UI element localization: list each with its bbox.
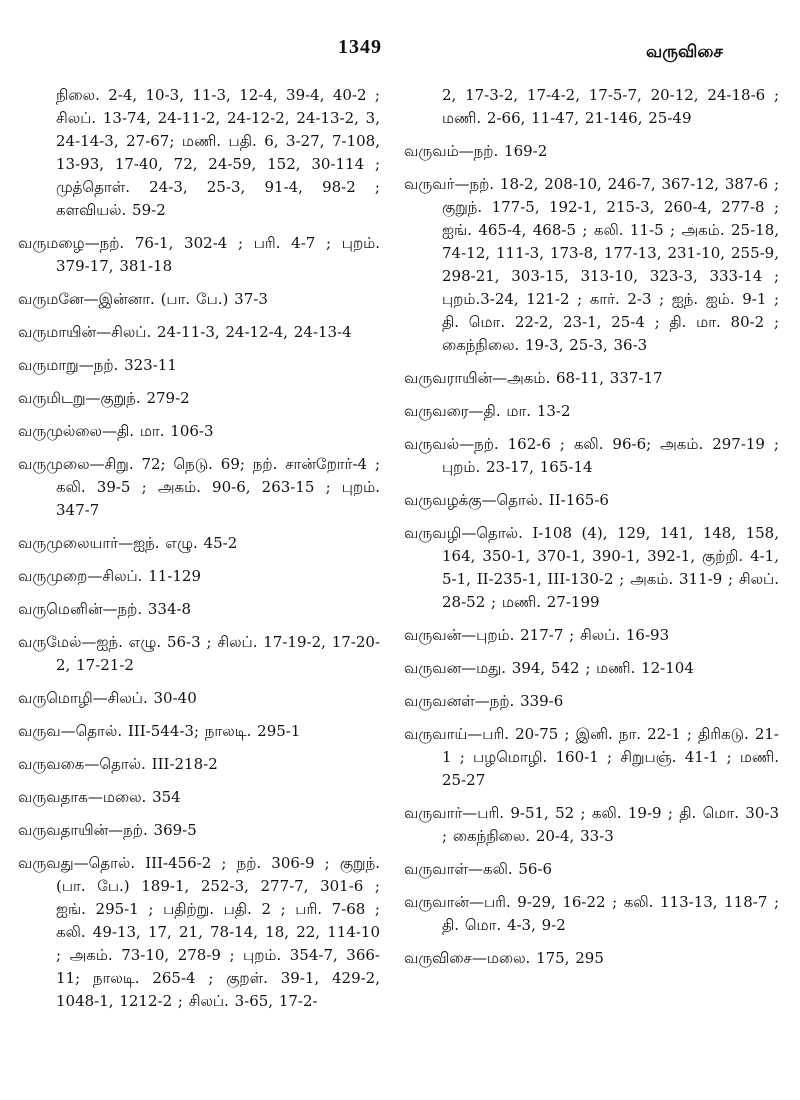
running-head: வருவிசை: [646, 42, 723, 62]
index-entry: வருவகை—தொல். III-218-2: [18, 755, 218, 773]
index-entry: வருவதாயின்—நற். 369-5: [18, 821, 197, 839]
index-entry: வருவது—தொல். III-456-2 ; நற். 306-9 ; குறுந். (பா. பே.) 189-1, 252-3, 277-7, 301-6 ; ஐங். 295-1 ; பதிற்று. பதி. 2 ; பரி. 7-68 ; கலி. 49-13, 17, 21, 78-14, 18, 22, 114-10 ; அகம். 73-10, 278-9 ; புறம். 354-7, 366-11; நாலடி. 265-4 ; குறள். 39-1, 429-2, 1048-1, 1212-2 ; சிலப். 3-65, 17-2-: [18, 854, 380, 1010]
index-entry: வருவாய்—பரி. 20-75 ; இனி. நா. 22-1 ; திரிகடு. 21-1 ; பழமொழி. 160-1 ; சிறுபஞ். 41-1 ; மணி. 25-27: [404, 725, 779, 789]
index-entry: வருமுறை—சிலப். 11-129: [18, 567, 201, 585]
index-entry: வருமிடறு—குறுந். 279-2: [18, 389, 190, 407]
index-entry: வருவன—மது. 394, 542 ; மணி. 12-104: [404, 659, 694, 677]
index-entry: வருவாள்—கலி. 56-6: [404, 860, 553, 878]
index-entry: வருவராயின்—அகம். 68-11, 337-17: [404, 369, 663, 387]
index-entry: வருவதாக—மலை. 354: [18, 788, 181, 806]
index-entry: வருமாறு—நற். 323-11: [18, 356, 177, 374]
index-entry: வருவ—தொல். III-544-3; நாலடி. 295-1: [18, 722, 301, 740]
index-entry: வருவான்—பரி. 9-29, 16-22 ; கலி. 113-13, 118-7 ; தி. மொ. 4-3, 9-2: [404, 893, 779, 934]
index-entry: வருவன்—புறம். 217-7 ; சிலப். 16-93: [404, 626, 670, 644]
index-entry: வருமழை—நற். 76-1, 302-4 ; பரி. 4-7 ; புறம். 379-17, 381-18: [18, 234, 380, 275]
index-entry: வருமாயின்—சிலப். 24-11-3, 24-12-4, 24-13-4: [18, 323, 352, 341]
index-entry: வருமேல்—ஐந். எழு. 56-3 ; சிலப். 17-19-2, 17-20-2, 17-21-2: [18, 633, 380, 674]
index-entry: வருமுல்லை—தி. மா. 106-3: [18, 422, 214, 440]
index-entry: வருவழக்கு—தொல். II-165-6: [404, 491, 609, 509]
index-entry: வருமனே—இன்னா. (பா. பே.) 37-3: [18, 290, 268, 308]
index-entry: வருவிசை—மலை. 175, 295: [404, 949, 604, 967]
index-entry: வருவழி—தொல். I-108 (4), 129, 141, 148, 158, 164, 350-1, 370-1, 390-1, 392-1, குற்றி. 4-1, 5-1, II-235-1, III-130-2 ; அகம். 311-9 ; சிலப். 28-52 ; மணி. 27-199: [404, 524, 779, 611]
index-entry: வருமெனின்—நற். 334-8: [18, 600, 192, 618]
index-entry: வருமுலையார்—ஐந். எழு. 45-2: [18, 534, 238, 552]
index-entry: வருவர்—நற். 18-2, 208-10, 246-7, 367-12, 387-6 ; குறுந். 177-5, 192-1, 215-3, 260-4, 277-8 ; ஐங். 465-4, 468-5 ; கலி. 11-5 ; அகம். 25-18, 74-12, 111-3, 173-8, 177-13, 231-10, 255-9, 298-21, 303-15, 313-10, 323-3, 333-14 ; புறம்.3-24, 121-2 ; கார். 2-3 ; ஐந். ஐம். 9-1 ; தி. மொ. 22-2, 23-1, 25-4 ; தி. மா. 80-2 ; கைந்நிலை. 19-3, 25-3, 36-3: [404, 175, 779, 354]
index-entry: வருவம்—நற். 169-2: [404, 142, 548, 160]
page-number: 1349: [338, 36, 382, 58]
index-entry: வருமொழி—சிலப். 30-40: [18, 689, 197, 707]
index-entry: வருவார்—பரி. 9-51, 52 ; கலி. 19-9 ; தி. மொ. 30-3 ; கைந்நிலை. 20-4, 33-3: [404, 804, 779, 845]
index-entry: வருவல்—நற். 162-6 ; கலி. 96-6; அகம். 297-19 ; புறம். 23-17, 165-14: [404, 435, 779, 476]
index-entry: வருமுலை—சிறு. 72; நெடு. 69; நற். சான்றோர்-4 ; கலி. 39-5 ; அகம். 90-6, 263-15 ; புறம். 347-7: [18, 455, 380, 519]
index-entry: வருவரை—தி. மா. 13-2: [404, 402, 571, 420]
index-entry: நிலை. 2-4, 10-3, 11-3, 12-4, 39-4, 40-2 ; சிலப். 13-74, 24-11-2, 24-12-2, 24-13-2, 3, 24-14-3, 27-67; மணி. பதி. 6, 3-27, 7-108, 13-93, 17-40, 72, 24-59, 152, 30-114 ; முத்தொள். 24-3, 25-3, 91-4, 98-2 ; களவியல். 59-2: [56, 86, 380, 219]
index-entry: வருவனள்—நற். 339-6: [404, 692, 564, 710]
left-column: [18, 84, 380, 1023]
index-entry: 2, 17-3-2, 17-4-2, 17-5-7, 20-12, 24-18-6 ; மணி. 2-66, 11-47, 21-146, 25-49: [442, 86, 779, 127]
right-column: [404, 84, 779, 980]
